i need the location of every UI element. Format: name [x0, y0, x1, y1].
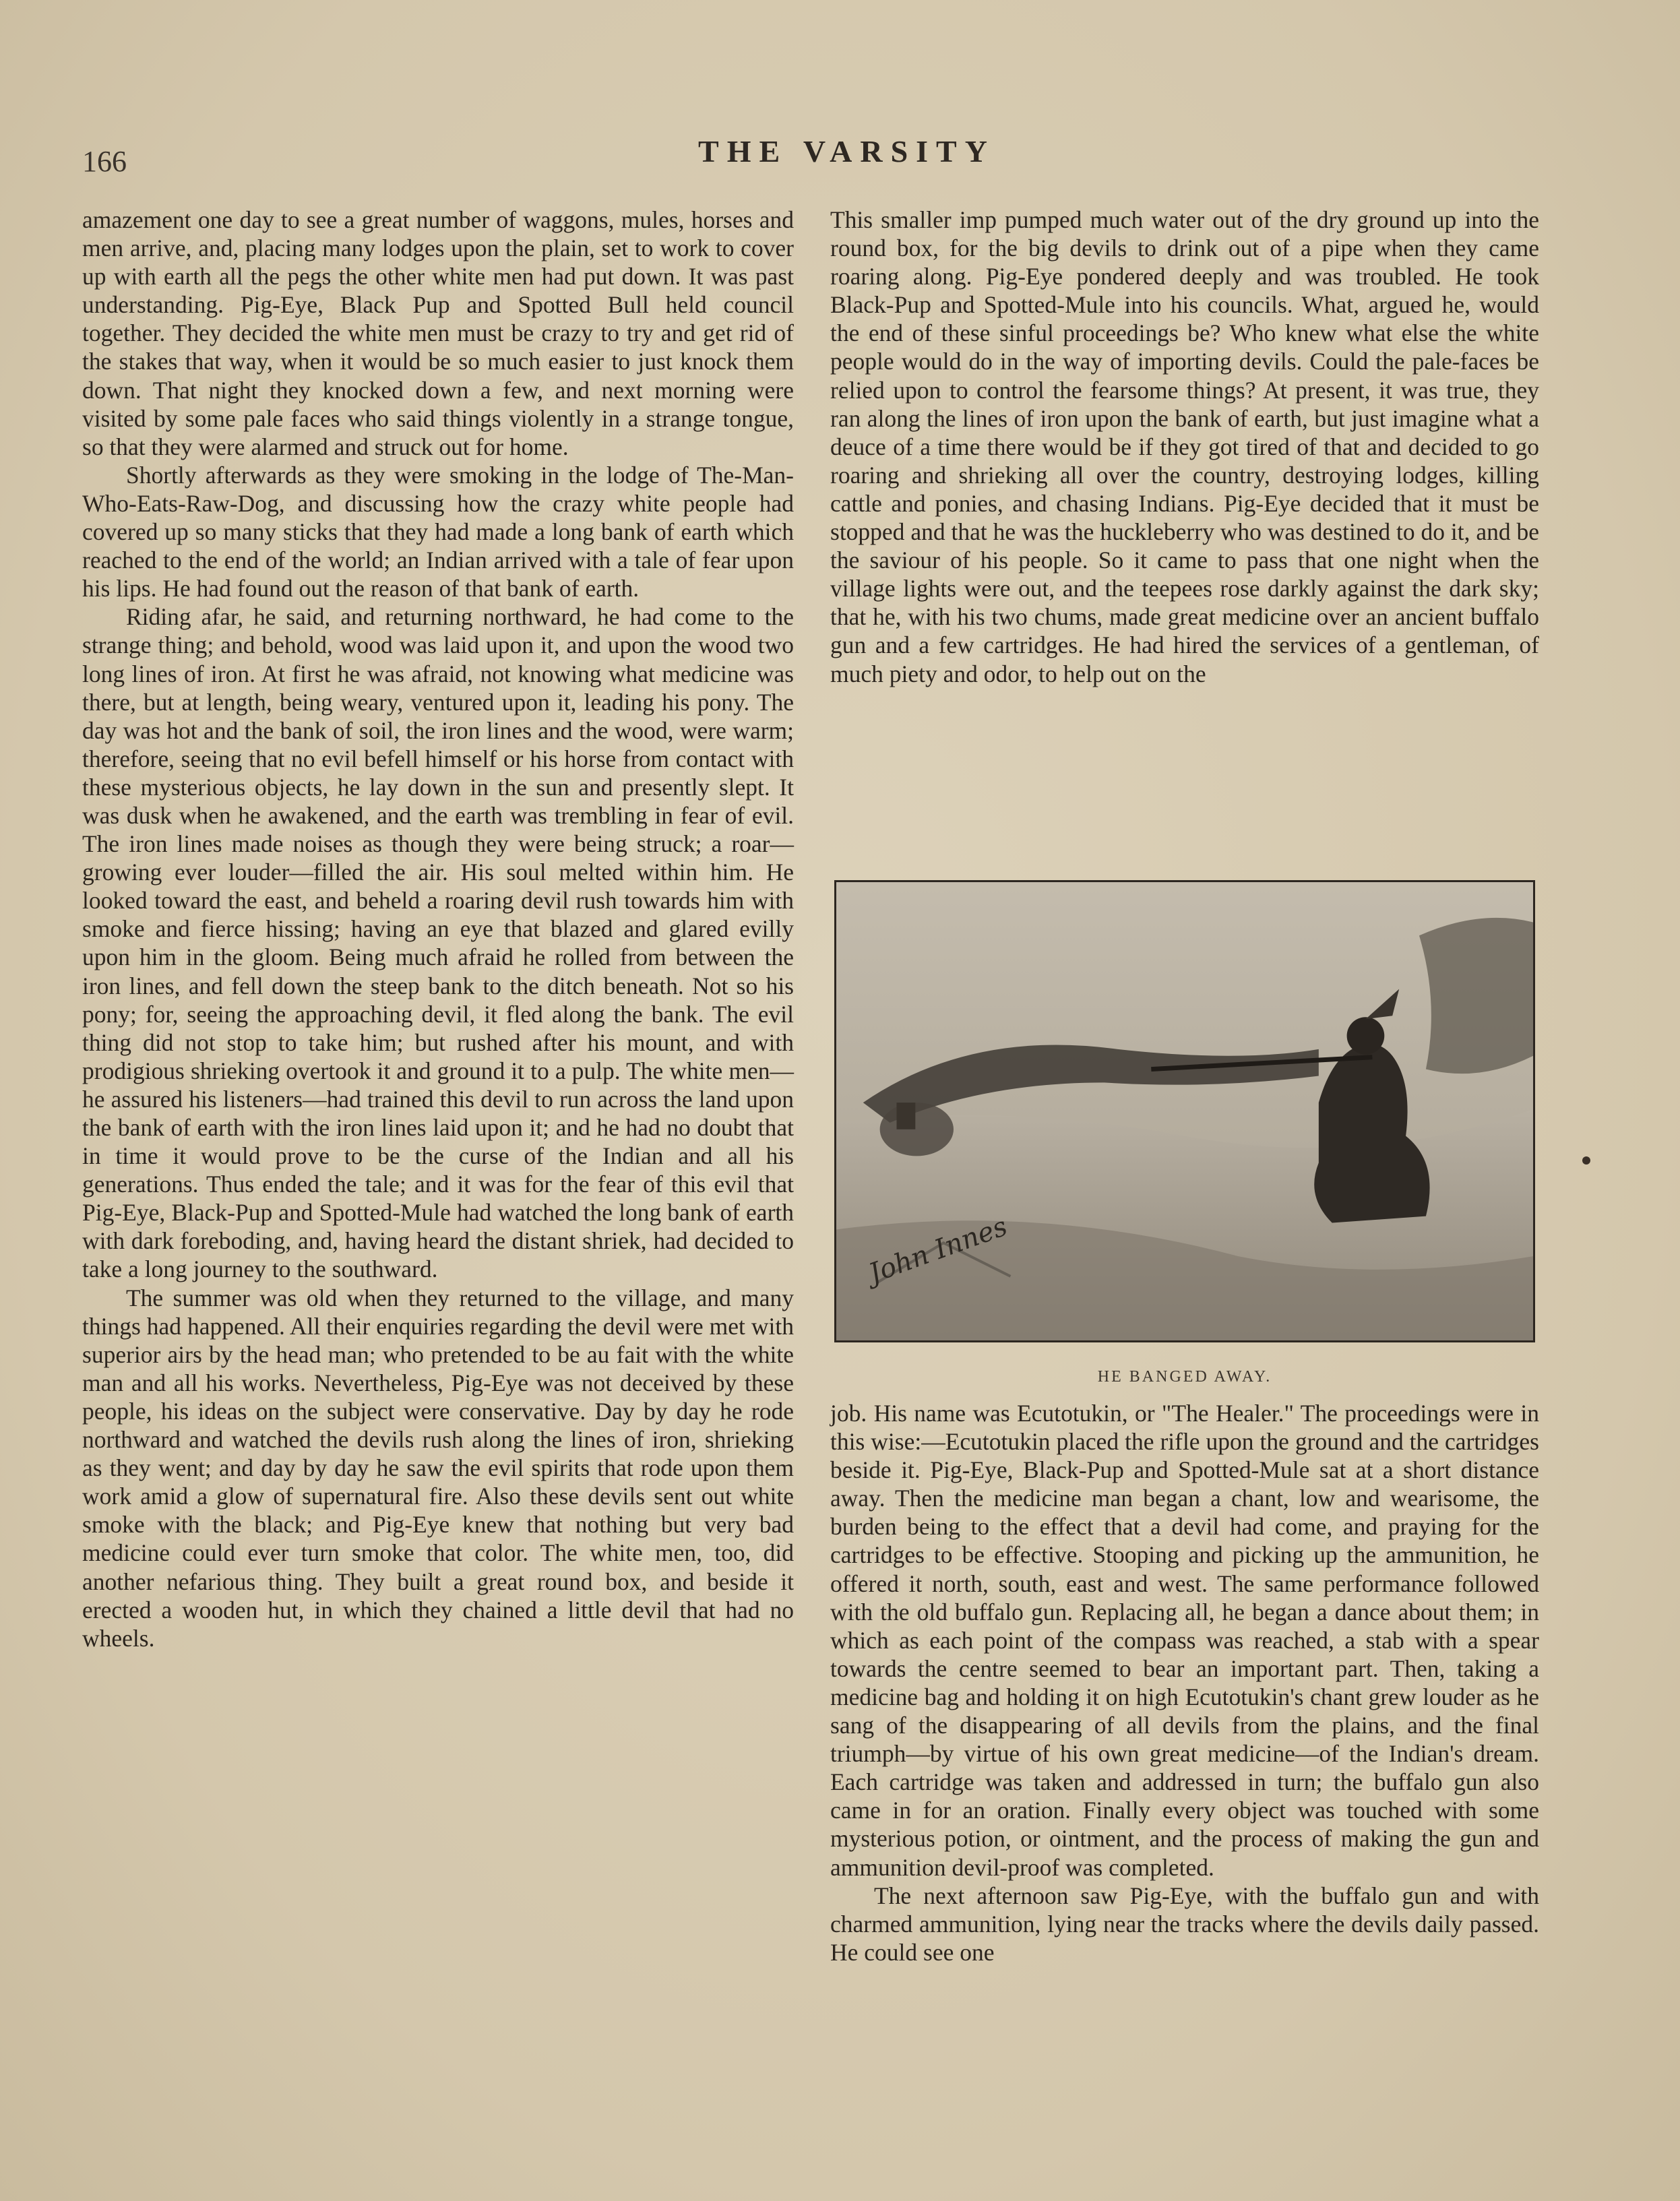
paragraph: Shortly afterwards as they were smoking in the lodge of The-Man-Who-Eats-Raw-Dog, and discussing how the crazy white people had covered up so many sticks that they had made a long bank of earth which reached to the end of the world; an Indian arrived with a tale of fear upon his lips. He had found out the reason of that bank of earth.: [82, 461, 794, 602]
paragraph: Riding afar, he said, and returning northward, he had come to the strange thing; and behold, wood was laid upon it, and upon the wood two long lines of iron. At first he was afraid, not knowing what medicine was there, but at length, being weary, ventured upon it, leading his pony. The day was hot and the bank of soil, the iron lines and the wood, were warm; therefore, seeing that no evil befell himself or his horse from contact with these mysterious objects, he lay down in the sun and presently slept. It was dusk when he awakened, and the earth was trembling in fear of evil. The iron lines made noises as though they were being struck; a roar—growing ever louder—filled the air. His soul melted within him. He looked toward the east, and beheld a roaring devil rush towards him with smoke and fierce hissing; having an eye that blazed and glared evilly upon him in the gloom. Being much afraid he rolled from between the iron lines, and fell down the steep bank to the ditch beneath. Not so his pony; for, seeing the approaching devil, it fled along the bank. The evil thing did not stop to take him; but rushed after his mount, and with prodigious shrieking overtook it and ground it to a pulp. The white men—he assured his listeners—had trained this devil to run across the land upon the bank of earth with the iron lines laid upon it; and he had no doubt that in time it would prove to be the curse of the Indian and all his generations. Thus ended the tale; and it was for the fear of this evil that Pig-Eye, Black-Pup and Spotted-Mule had watched the long bank of earth with dark foreboding, and, having heard the distant shriek, had decided to take a long journey to the southward.: [82, 603, 794, 1283]
paragraph: The summer was old when they returned to the village, and many things had happened. All their enquiries regarding the devil were met with superior airs by the head man; who pretended to be au fait with the white man and all his works. Nevertheless, Pig-Eye was not deceived by these people, his ideas on the subject were conservative. Day by day he rode northward and watched the devils rush along the lines of iron, shrieking as they went; and day by day he saw the evil spirits that rode upon them work amid a glow of supernatural fire. Also these devils sent out white smoke with the black; and Pig-Eye knew that nothing but very bad medicine could ever turn smoke that color. The white men, too, did another nefarious thing. They built a great round box, and beside it erected a wooden hut, in which they chained a little devil that had no wheels.: [82, 1284, 794, 1652]
running-title: THE VARSITY: [698, 134, 995, 168]
paragraph: This smaller imp pumped much water out of the dry ground up into the round box, for the big devils to drink out of a pipe when they came roaring along. Pig-Eye pondered deeply and was troubled. He took Black-Pup and Spotted-Mule into his councils. What, argued he, would the end of these sinful proceedings be? Who knew what else the white people would do in the way of importing devils. Could the pale-faces be relied upon to control the fearsome things? At present, it was true, they ran along the lines of iron upon the bank of earth, but just imagine what a deuce of a time there would be if they got tired of that and decided to go roaring and shrieking all over the country, destroying lodges, killing cattle and ponies, and chasing Indians. Pig-Eye decided that it must be stopped and that he was the huckleberry who was destined to do it, and be the saviour of his people. So it came to pass that one night when the village lights were out, and the teepees rose darkly against the dark sky; that he, with his two chums, made great medicine over an ancient buffalo gun and a few cartridges. He had hired the services of a gentleman, of much piety and odor, to help out on the: [830, 206, 1539, 687]
locomotive: [880, 1103, 954, 1156]
paper-speck: [1582, 1156, 1590, 1165]
figure-caption: HE BANGED AWAY.: [1097, 1368, 1272, 1386]
paragraph: The next afternoon saw Pig-Eye, with the buffalo gun and with charmed ammunition, lying near the tracks where the devils daily passed. He could see one: [830, 1882, 1539, 1966]
right-column-bottom: [830, 1399, 1539, 1966]
illustration: [834, 880, 1535, 1342]
illustration-drawing: [836, 882, 1533, 1340]
right-column-top: [830, 206, 1539, 688]
artist-signature: John Innes: [865, 1210, 1012, 1290]
left-column: [82, 206, 794, 1652]
page-number: 166: [82, 145, 127, 178]
paragraph: job. His name was Ecutotukin, or "The Healer." The proceedings were in this wise:—Ecutotukin placed the rifle upon the ground and the cartridges beside it. Pig-Eye, Black-Pup and Spotted-Mule sat at a short distance away. Then the medicine man began a chant, low and wearisome, the burden being to the effect that a devil had come, and praying for the cartridges to be effective. Stooping and picking up the ammunition, he offered it north, south, east and west. The same performance followed with the old buffalo gun. Replacing all, he began a dance about them; in which as each point of the compass was reached, a stab with a spear towards the centre seemed to bear an important part. Then, taking a medicine bag and holding it on high Ecutotukin's chant grew louder as he sang of the disappearing of all devils from the plains, and the final triumph—by virtue of his own great medicine—of the Indian's dream. Each cartridge was taken and addressed in turn; the buffalo gun also came in for an oration. Finally every object was touched with some mysterious potion, or ointment, and the process of making the gun and ammunition devil-proof was completed.: [830, 1400, 1539, 1881]
paragraph: amazement one day to see a great number of waggons, mules, horses and men arrive, and, placing many lodges upon the plain, set to work to cover up with earth all the pegs the other white men had put down. It was past understanding. Pig-Eye, Black Pup and Spotted Bull held council together. They decided the white men must be crazy to try and get rid of the stakes that way, when it would be so much easier to just knock them down. That night they knocked down a few, and next morning were visited by some pale faces who said things violently in a strange tongue, so that they were alarmed and struck out for home.: [82, 206, 794, 460]
brush-foliage: [1419, 918, 1533, 1074]
